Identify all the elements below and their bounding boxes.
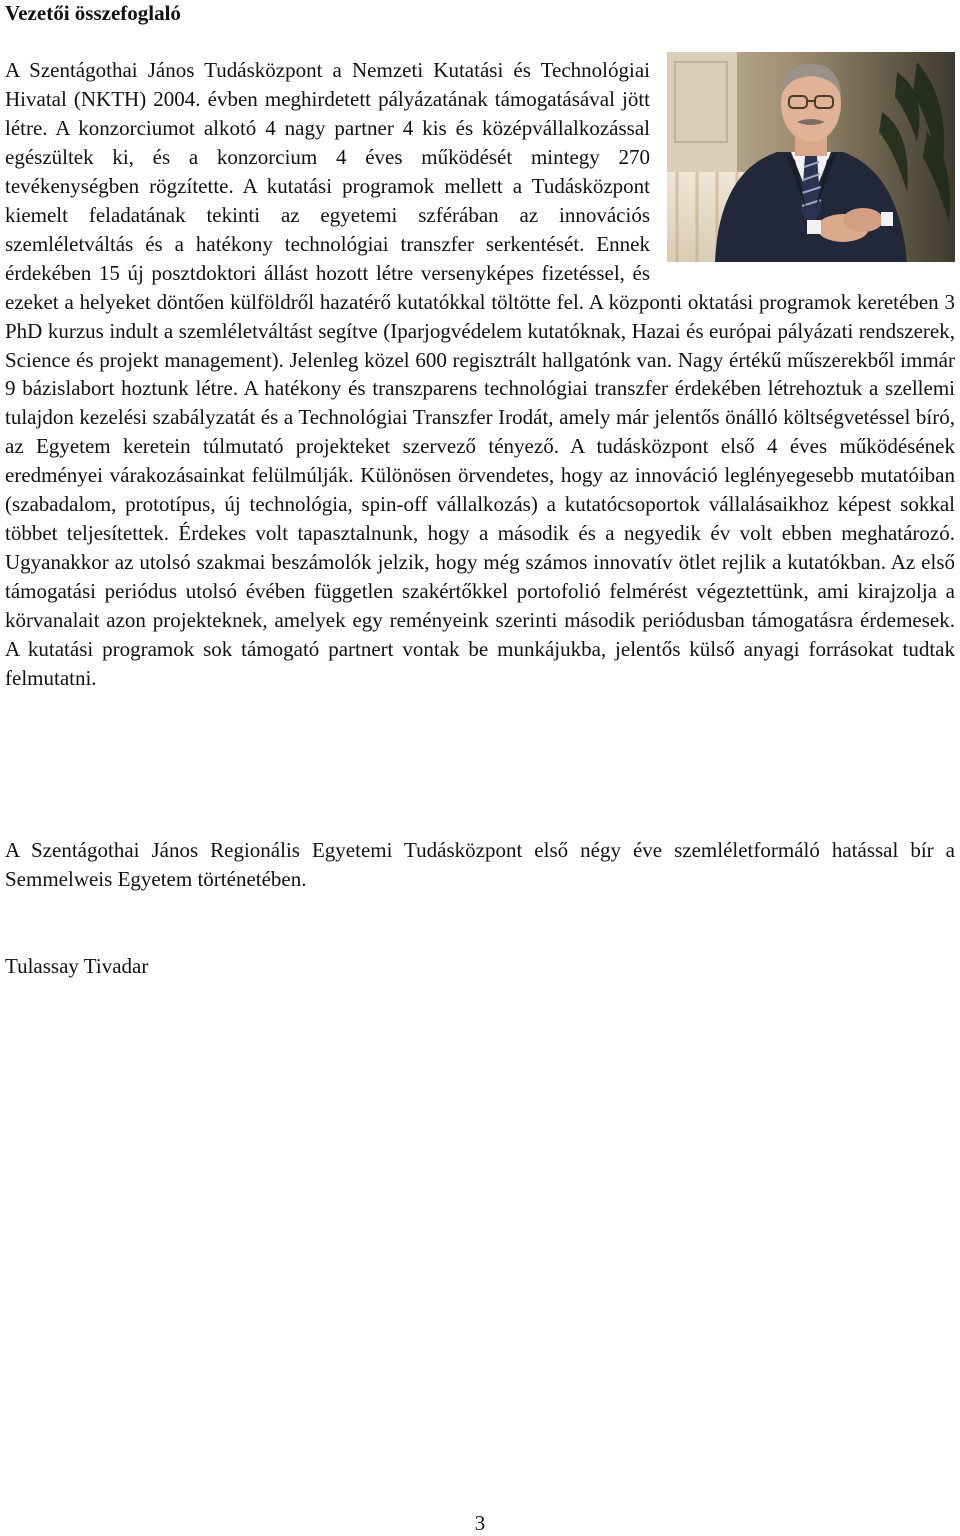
section-heading: Vezetői összefoglaló [5,1,181,25]
main-paragraph: A Szentágothai János Tudásközpont a Nemzeti Kutatási és Technológiai Hivatal (NKTH) 2004. évben meghirdetett pályázatának támogatásával jött létre. A konzorciumot alkotó 4 nagy partner 4 kis és középvállalkozással egészültek ki, és a konzorcium 4 éves működését mintegy 270 tevékenységben rögzítette. A kutatási programok mellett a Tudásközpont kiemelt feladatának tekinti az egyetemi szférában az innovációs szemléletváltás és a hatékony technológiai transzfer serkentését. Ennek érdekében 15 új posztdoktori állást hozott létre versenyképes fizetéssel, és ezeket a helyeket döntően külföldről hazatérő kutatókkal töltötte fel. A központi oktatási programok keretében 3 PhD kurzus indult a szemléletváltást segítve (Iparjogvédelem kutatóknak, Hazai és európai pályázati rendszerek, Science és projekt management). Jelenleg közel 600 regisztrált hallgatónk van. Nagy értékű műszerekből immár 9 bázislabort hoztunk létre. A hatékony és transzparens technológiai transzfer érdekében létrehoztuk a szellemi tulajdon kezelési szabályzatát és a Technológiai Transzfer Irodát, amely már jelentős önálló költségvetéssel bíró, az Egyetem keretein túlmutató projekteket szervező tényező. A tudásközpont első 4 éves működésének eredményei várakozásainkat felülmúlják. Különösen örvendetes, hogy az innováció leglényegesebb mutatóiban (szabadalom, prototípus, új technológia, spin-off vállalkozás) a kutatócsoportok vállalásaikhoz képest sokkal többet teljesítettek. Érdekes volt tapasztalnunk, hogy a második és a negyedik év volt ebben meghatározó. Ugyanakkor az utolsó szakmai beszámolók jelzik, hogy még számos innovatív ötlet rejlik a kutatókban. Az első támogatási periódus utolsó évében független szakértőkkel portofolió felmérést végeztettünk, ami kirajzolja a körvanalait azon projekteknek, amelyek egy reményeink szerinti második periódusban támogatásra érdemesek. A kutatási programok sok támogató partnert vontak be munkájukba, jelentős külső anyagi forrásokat tudtak felmutatni. [5,58,955,691]
page-number: 3 [474,1511,486,1535]
document-page [5,0,955,1536]
author-portrait-photo [667,52,955,262]
closing-paragraph: A Szentágothai János Regionális Egyetemi Tudásközpont első négy éve szemléletformáló hatással bír a Semmelweis Egyetem történetében. [5,838,955,891]
portrait-illustration [667,52,955,262]
author-signature: Tulassay Tivadar [5,954,149,978]
